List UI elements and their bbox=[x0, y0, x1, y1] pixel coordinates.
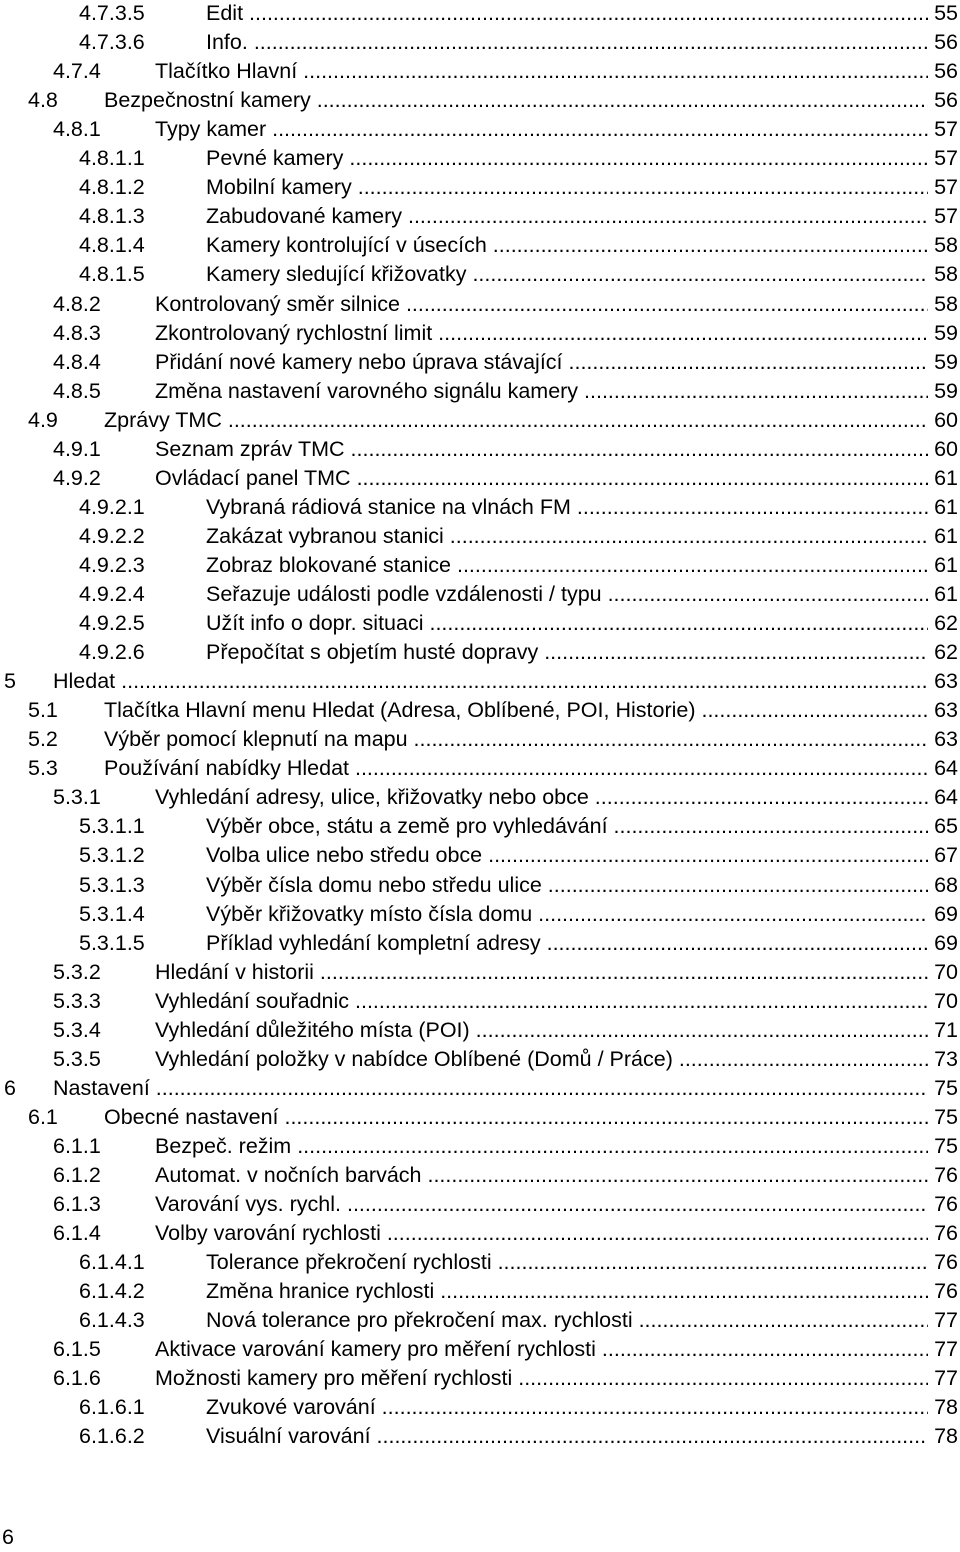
toc-entry-title-text: Seznam zpráv TMC ..... bbox=[155, 437, 928, 461]
toc-entry-title-text: Tolerance překročení rychlosti ..... bbox=[206, 1250, 928, 1274]
toc-entry-page: 68 bbox=[934, 872, 958, 897]
toc-entry-page: 75 bbox=[934, 1133, 958, 1158]
toc-entry-title-text: Hledání v historii ..... bbox=[155, 960, 928, 984]
toc-entry-title bbox=[206, 0, 928, 28]
toc-entry-title bbox=[206, 493, 928, 522]
toc-entry-title-text: Zabudované kamery ..... bbox=[206, 204, 928, 228]
toc-entry[interactable] bbox=[0, 115, 960, 144]
toc-entry-page: 61 bbox=[934, 523, 958, 548]
page-number: 6 bbox=[2, 1525, 14, 1549]
toc-entry-title bbox=[206, 202, 928, 231]
toc-entry[interactable] bbox=[0, 144, 960, 173]
toc-entry-title bbox=[155, 290, 928, 319]
toc-entry-number: 5.3.1.4 bbox=[79, 901, 145, 926]
toc-entry-title bbox=[206, 871, 928, 900]
toc-entry[interactable] bbox=[0, 86, 960, 115]
toc-entry-page: 76 bbox=[934, 1279, 958, 1304]
toc-entry-number: 4.8.2 bbox=[53, 291, 101, 316]
toc-entry-page: 62 bbox=[934, 640, 958, 665]
toc-entry-number: 5.3.4 bbox=[53, 1017, 101, 1042]
toc-entry[interactable] bbox=[0, 958, 960, 987]
toc-entry[interactable] bbox=[0, 987, 960, 1016]
toc-entry-page: 78 bbox=[934, 1424, 958, 1449]
toc-entry-number: 5.3.3 bbox=[53, 988, 101, 1013]
toc-entry-page: 59 bbox=[934, 320, 958, 345]
toc-entry-title bbox=[155, 958, 928, 987]
toc-entry-title-text: Kamery sledující křižovatky ..... bbox=[206, 262, 928, 286]
toc-entry-number: 4.9.1 bbox=[53, 436, 101, 461]
toc-entry[interactable] bbox=[0, 696, 960, 725]
toc-entry[interactable] bbox=[0, 1161, 960, 1190]
toc-entry-page: 71 bbox=[934, 1017, 958, 1042]
toc-entry-title bbox=[206, 580, 928, 609]
toc-entry-title bbox=[155, 348, 928, 377]
toc-entry-number: 4.8.1.3 bbox=[79, 204, 145, 229]
toc-entry-title-text: Vyhledání položky v nabídce Oblíbené (Domů / Práce) ..... bbox=[155, 1047, 928, 1071]
toc-entry-page: 60 bbox=[934, 407, 958, 432]
toc-entry-page: 61 bbox=[934, 552, 958, 577]
toc-entry-title bbox=[104, 696, 928, 725]
toc-entry-number: 5 bbox=[4, 669, 16, 694]
toc-entry-title-text: Mobilní kamery ..... bbox=[206, 175, 928, 199]
toc-entry[interactable] bbox=[0, 493, 960, 522]
toc-entry-number: 4.7.4 bbox=[53, 59, 101, 84]
toc-entry-title-text: Nastavení ..... bbox=[53, 1076, 928, 1100]
toc-entry-title bbox=[206, 1277, 928, 1306]
toc-entry-number: 4.7.3.6 bbox=[79, 30, 145, 55]
toc-entry-page: 59 bbox=[934, 378, 958, 403]
toc-entry-title bbox=[206, 551, 928, 580]
toc-entry-title-text: Vyhledání adresy, ulice, křižovatky nebo obce ..... bbox=[155, 785, 928, 809]
toc-entry[interactable] bbox=[0, 1045, 960, 1074]
toc-entry-number: 4.9 bbox=[28, 407, 58, 432]
toc-entry-title bbox=[206, 841, 928, 870]
toc-entry-number: 4.9.2.1 bbox=[79, 494, 145, 519]
toc-entry[interactable] bbox=[0, 1422, 960, 1451]
toc-entry-title-text: Zvukové varování ..... bbox=[206, 1395, 928, 1419]
toc-entry-title bbox=[104, 406, 928, 435]
toc-entry-title-text: Možnosti kamery pro měření rychlosti ..... bbox=[155, 1366, 928, 1390]
toc-entry-title-text: Výběr čísla domu nebo středu ulice ..... bbox=[206, 873, 928, 897]
toc-entry-page: 77 bbox=[934, 1337, 958, 1362]
toc-entry-title bbox=[155, 377, 928, 406]
toc-entry-page: 63 bbox=[934, 669, 958, 694]
toc-entry-title-text: Nová tolerance pro překročení max. rychlosti ..... bbox=[206, 1308, 928, 1332]
toc-entry[interactable] bbox=[0, 667, 960, 696]
toc-entry-number: 5.1 bbox=[28, 698, 58, 723]
toc-entry[interactable] bbox=[0, 1393, 960, 1422]
toc-entry-page: 76 bbox=[934, 1221, 958, 1246]
toc-entry-title bbox=[206, 144, 928, 173]
toc-entry-title-text: Info. ..... bbox=[206, 30, 928, 54]
toc-entry-number: 5.3.1.1 bbox=[79, 814, 145, 839]
toc-entry-number: 4.8.1 bbox=[53, 117, 101, 142]
toc-entry-number: 6.1.6.1 bbox=[79, 1395, 145, 1420]
toc-entry-title bbox=[53, 1074, 928, 1103]
toc-entry-title-text: Vybraná rádiová stanice na vlnách FM ..... bbox=[206, 495, 928, 519]
toc-entry-number: 5.3.2 bbox=[53, 959, 101, 984]
toc-entry-page: 58 bbox=[934, 262, 958, 287]
toc-entry-page: 57 bbox=[934, 117, 958, 142]
toc-entry-page: 59 bbox=[934, 349, 958, 374]
toc-entry-title bbox=[155, 1335, 928, 1364]
toc-entry-number: 6.1.5 bbox=[53, 1337, 101, 1362]
toc-entry-title bbox=[155, 1045, 928, 1074]
toc-entry-title bbox=[155, 115, 928, 144]
toc-entry[interactable] bbox=[0, 929, 960, 958]
toc-entry-title-text: Automat. v nočních barvách ..... bbox=[155, 1163, 928, 1187]
toc-entry-title-text: Kamery kontrolující v úsecích ..... bbox=[206, 233, 928, 257]
toc-entry[interactable] bbox=[0, 28, 960, 57]
toc-entry[interactable] bbox=[0, 1364, 960, 1393]
toc-entry-number: 6.1.2 bbox=[53, 1163, 101, 1187]
toc-entry-page: 60 bbox=[934, 436, 958, 461]
toc-entry[interactable] bbox=[0, 551, 960, 580]
toc-entry-title bbox=[206, 1248, 928, 1277]
toc-entry[interactable] bbox=[0, 609, 960, 638]
toc-entry-number: 4.8.1.2 bbox=[79, 175, 145, 200]
toc-entry-number: 6.1.4.3 bbox=[79, 1308, 145, 1333]
toc-entry-title bbox=[206, 1422, 928, 1451]
toc-entry-page: 61 bbox=[934, 494, 958, 519]
toc-entry-number: 5.3.1 bbox=[53, 785, 101, 810]
toc-entry-number: 4.8 bbox=[28, 88, 58, 113]
toc-entry[interactable] bbox=[0, 783, 960, 812]
toc-entry-title-text: Obecné nastavení ..... bbox=[104, 1105, 928, 1129]
toc-entry-title-text: Přidání nové kamery nebo úprava stávající ..... bbox=[155, 350, 928, 374]
toc-entry[interactable] bbox=[0, 231, 960, 260]
toc-entry-page: 56 bbox=[934, 88, 958, 113]
toc-entry-number: 5.3.5 bbox=[53, 1046, 101, 1071]
toc-entry-title bbox=[155, 987, 928, 1016]
toc-entry-title-text: Přepočítat s objetím husté dopravy ..... bbox=[206, 640, 928, 664]
toc-entry[interactable] bbox=[0, 1277, 960, 1306]
toc-entry-title bbox=[206, 1393, 928, 1422]
toc-entry-title bbox=[155, 464, 928, 493]
toc-entry-title bbox=[206, 231, 928, 260]
toc-entry-page: 63 bbox=[934, 727, 958, 752]
toc-entry-title bbox=[206, 929, 928, 958]
toc-entry-number: 6.1.3 bbox=[53, 1192, 101, 1217]
toc-entry-number: 6.1.1 bbox=[53, 1133, 101, 1158]
toc-entry-title-text: Zprávy TMC ..... bbox=[104, 408, 928, 432]
toc-entry-page: 65 bbox=[934, 814, 958, 839]
toc-entry-title-text: Varování vys. rychl. ..... bbox=[155, 1192, 928, 1216]
toc-entry-number: 6.1.6 bbox=[53, 1366, 101, 1391]
toc-entry[interactable] bbox=[0, 377, 960, 406]
toc-entry-number: 4.8.5 bbox=[53, 378, 101, 403]
toc-entry-page: 57 bbox=[934, 175, 958, 200]
toc-entry-number: 4.9.2.6 bbox=[79, 640, 145, 665]
toc-entry-title-text: Výběr obce, státu a země pro vyhledávání ..... bbox=[206, 814, 928, 838]
toc-entry-title-text: Výběr křižovatky místo čísla domu ..... bbox=[206, 902, 928, 926]
toc-entry-title bbox=[206, 522, 928, 551]
toc-entry[interactable] bbox=[0, 725, 960, 754]
toc-entry-title bbox=[206, 260, 928, 289]
toc-entry-title-text: Bezpeč. režim ..... bbox=[155, 1134, 928, 1158]
toc-entry[interactable] bbox=[0, 0, 960, 28]
toc-entry-title-text: Kontrolovaný směr silnice ..... bbox=[155, 292, 928, 316]
toc-entry-page: 69 bbox=[934, 901, 958, 926]
toc-entry-page: 61 bbox=[934, 465, 958, 490]
toc-entry-page: 64 bbox=[934, 785, 958, 810]
toc-entry-page: 70 bbox=[934, 959, 958, 984]
toc-entry-title-text: Zakázat vybranou stanici ..... bbox=[206, 524, 928, 548]
toc-entry-title-text: Volby varování rychlosti ..... bbox=[155, 1221, 928, 1245]
toc-entry-title-text: Výběr pomocí klepnutí na mapu ..... bbox=[104, 727, 928, 751]
toc-entry-title bbox=[53, 667, 928, 696]
toc-entry-page: 57 bbox=[934, 146, 958, 171]
toc-entry-title bbox=[104, 1103, 928, 1132]
toc-entry-page: 62 bbox=[934, 611, 958, 636]
toc-entry[interactable] bbox=[0, 435, 960, 464]
toc-entry-title-text: Bezpečnostní kamery ..... bbox=[104, 88, 928, 112]
toc-entry-title-text: Volba ulice nebo středu obce ..... bbox=[206, 843, 928, 867]
toc-entry-title-text: Vyhledání souřadnic ..... bbox=[155, 989, 928, 1013]
toc-entry-title-text: Tlačítko Hlavní ..... bbox=[155, 59, 928, 83]
toc-entry-title bbox=[155, 1364, 928, 1393]
toc-entry-title bbox=[155, 435, 928, 464]
toc-entry-number: 6.1.4.1 bbox=[79, 1250, 145, 1275]
toc-entry-number: 4.9.2.3 bbox=[79, 552, 145, 577]
toc-entry-title-text: Ovládací panel TMC ..... bbox=[155, 466, 928, 490]
toc-entry-number: 4.8.3 bbox=[53, 320, 101, 345]
toc-entry[interactable] bbox=[0, 1016, 960, 1045]
toc-entry-title-text: Tlačítka Hlavní menu Hledat (Adresa, Oblíbené, POI, Historie) ..... bbox=[104, 698, 928, 722]
toc-entry-title bbox=[155, 783, 928, 812]
toc-entry-page: 64 bbox=[934, 756, 958, 781]
toc-entry-title bbox=[206, 173, 928, 202]
toc-entry-number: 4.8.1.5 bbox=[79, 262, 145, 287]
toc-entry-title-text: Zkontrolovaný rychlostní limit ..... bbox=[155, 321, 928, 345]
toc-entry-title-text: Změna nastavení varovného signálu kamery ..... bbox=[155, 379, 928, 403]
toc-entry-title-text: Používání nabídky Hledat ..... bbox=[104, 756, 928, 780]
toc-entry-number: 6.1.4 bbox=[53, 1221, 101, 1246]
toc-entry[interactable] bbox=[0, 1190, 960, 1219]
toc-entry-title-text: Pevné kamery ..... bbox=[206, 146, 928, 170]
toc-entry-page: 78 bbox=[934, 1395, 958, 1420]
toc-entry[interactable] bbox=[0, 1132, 960, 1161]
toc-entry-title bbox=[206, 900, 928, 929]
toc-entry[interactable] bbox=[0, 638, 960, 667]
toc-entry-title-text: Typy kamer ..... bbox=[155, 117, 928, 141]
toc-entry-number: 4.9.2 bbox=[53, 465, 101, 490]
toc-entry-number: 5.2 bbox=[28, 727, 58, 752]
toc-entry-title bbox=[104, 754, 928, 783]
toc-entry-title bbox=[155, 1190, 928, 1219]
toc-entry-number: 4.8.4 bbox=[53, 349, 101, 374]
toc-entry[interactable] bbox=[0, 406, 960, 435]
toc-entry[interactable] bbox=[0, 57, 960, 86]
toc-entry[interactable] bbox=[0, 202, 960, 231]
toc-entry-title-text: Hledat ..... bbox=[53, 669, 928, 693]
toc-entry-page: 67 bbox=[934, 843, 958, 868]
toc-entry-page: 69 bbox=[934, 930, 958, 955]
toc-entry[interactable] bbox=[0, 1074, 960, 1103]
toc-entry[interactable] bbox=[0, 812, 960, 841]
toc-entry-number: 4.9.2.2 bbox=[79, 523, 145, 548]
toc-entry-title bbox=[155, 57, 928, 86]
toc-entry-title bbox=[206, 1306, 928, 1335]
toc-entry-page: 76 bbox=[934, 1163, 958, 1187]
toc-entry-title bbox=[104, 86, 928, 115]
toc-entry[interactable] bbox=[0, 1248, 960, 1277]
toc-entry-number: 6.1.6.2 bbox=[79, 1424, 145, 1449]
toc-entry[interactable] bbox=[0, 841, 960, 870]
toc-entry-number: 5.3 bbox=[28, 756, 58, 781]
toc-entry-title-text: Seřazuje události podle vzdálenosti / typu ..... bbox=[206, 582, 928, 606]
toc-entry[interactable] bbox=[0, 173, 960, 202]
toc-entry[interactable] bbox=[0, 290, 960, 319]
toc-entry[interactable] bbox=[0, 1103, 960, 1132]
toc-entry[interactable] bbox=[0, 1335, 960, 1364]
toc-entry-title-text: Aktivace varování kamery pro měření rychlosti ..... bbox=[155, 1337, 928, 1361]
toc-entry-page: 58 bbox=[934, 291, 958, 316]
toc-entry-page: 76 bbox=[934, 1250, 958, 1275]
toc-entry-title bbox=[155, 1219, 928, 1248]
toc-entry-title bbox=[155, 1132, 928, 1161]
toc-entry[interactable] bbox=[0, 522, 960, 551]
toc-entry-title-text: Zobraz blokované stanice ..... bbox=[206, 553, 928, 577]
toc-entry[interactable] bbox=[0, 900, 960, 929]
toc-entry-number: 4.8.1.1 bbox=[79, 146, 145, 171]
toc-entry-number: 5.3.1.5 bbox=[79, 930, 145, 955]
toc-entry[interactable] bbox=[0, 319, 960, 348]
toc-entry-title bbox=[206, 609, 928, 638]
toc-entry-page: 57 bbox=[934, 204, 958, 229]
toc-entry-title-text: Užít info o dopr. situaci ..... bbox=[206, 611, 928, 635]
toc-entry-title-text: Vyhledání důležitého místa (POI) ..... bbox=[155, 1018, 928, 1042]
toc-entry[interactable] bbox=[0, 871, 960, 900]
toc-entry-page: 55 bbox=[934, 1, 958, 25]
toc-entry-title bbox=[155, 1161, 928, 1190]
toc-entry-page: 77 bbox=[934, 1366, 958, 1391]
toc-entry-page: 61 bbox=[934, 582, 958, 606]
toc-entry-page: 73 bbox=[934, 1046, 958, 1071]
toc-entry[interactable] bbox=[0, 580, 960, 609]
toc-entry-title bbox=[155, 1016, 928, 1045]
toc-entry-number: 6 bbox=[4, 1075, 16, 1100]
toc-entry-title bbox=[206, 812, 928, 841]
toc-entry-page: 58 bbox=[934, 233, 958, 258]
toc-entry-page: 75 bbox=[934, 1075, 958, 1100]
toc-entry-title-text: Visuální varování ..... bbox=[206, 1424, 928, 1448]
toc-entry-number: 4.9.2.5 bbox=[79, 611, 145, 636]
toc-entry-number: 6.1.4.2 bbox=[79, 1279, 145, 1304]
toc-entry[interactable] bbox=[0, 1306, 960, 1335]
toc-entry[interactable] bbox=[0, 754, 960, 783]
toc-entry-title-text: Příklad vyhledání kompletní adresy ..... bbox=[206, 931, 928, 955]
toc-entry-title-text: Změna hranice rychlosti ..... bbox=[206, 1279, 928, 1303]
toc-entry-page: 63 bbox=[934, 698, 958, 723]
toc-entry-title bbox=[206, 638, 928, 667]
toc-entry-page: 76 bbox=[934, 1192, 958, 1217]
toc-entry-page: 56 bbox=[934, 30, 958, 55]
toc-entry-title bbox=[104, 725, 928, 754]
toc-entry[interactable] bbox=[0, 260, 960, 289]
toc-entry-title-text: Edit ..... bbox=[206, 1, 928, 25]
toc-entry-number: 5.3.1.2 bbox=[79, 843, 145, 868]
toc-entry[interactable] bbox=[0, 1219, 960, 1248]
toc-entry-number: 4.7.3.5 bbox=[79, 1, 145, 25]
toc-entry-page: 75 bbox=[934, 1104, 958, 1129]
toc-entry[interactable] bbox=[0, 348, 960, 377]
toc-entry-number: 4.8.1.4 bbox=[79, 233, 145, 258]
toc-entry[interactable] bbox=[0, 464, 960, 493]
toc-entry-number: 5.3.1.3 bbox=[79, 872, 145, 897]
toc-entry-number: 6.1 bbox=[28, 1104, 58, 1129]
toc-entry-title bbox=[206, 28, 928, 57]
toc-entry-page: 56 bbox=[934, 59, 958, 84]
toc-entry-page: 70 bbox=[934, 988, 958, 1013]
toc-entry-page: 77 bbox=[934, 1308, 958, 1333]
toc-entry-title bbox=[155, 319, 928, 348]
toc-entry-number: 4.9.2.4 bbox=[79, 582, 145, 606]
